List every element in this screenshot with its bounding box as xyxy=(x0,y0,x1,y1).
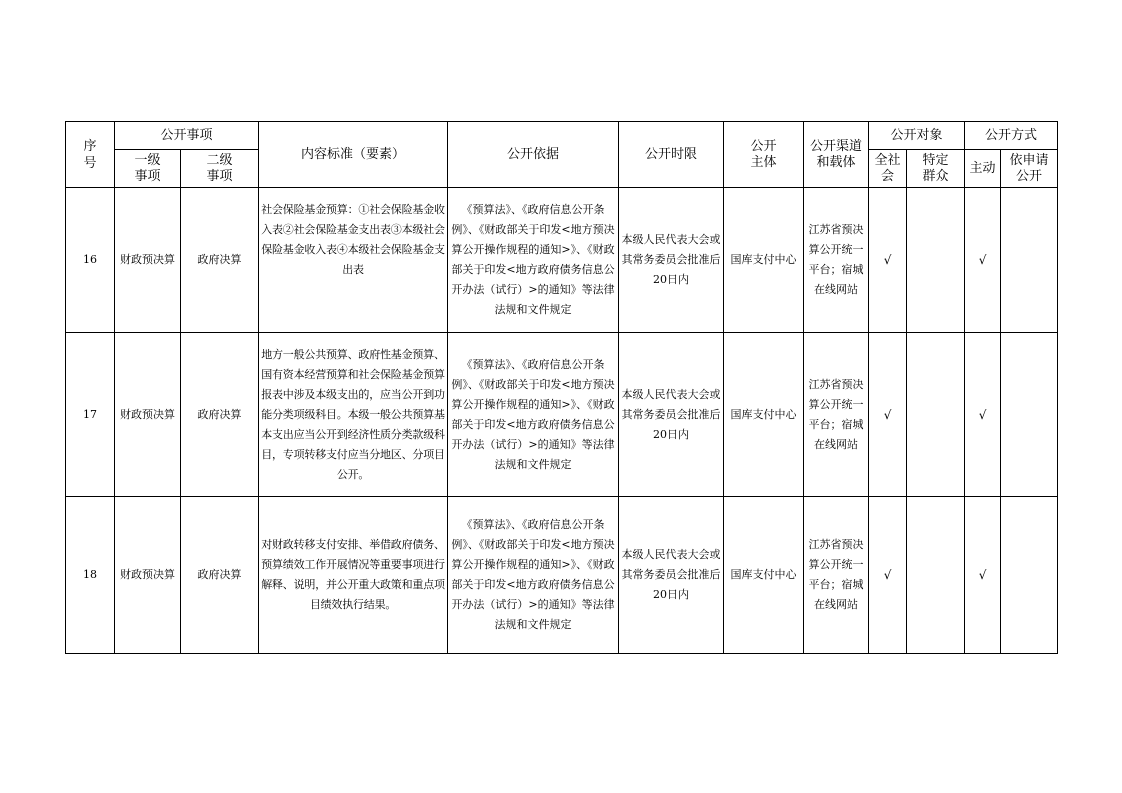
cell-active-check: √ xyxy=(965,188,1001,333)
table-row xyxy=(66,497,1058,654)
header-on-request-label: 依申请公开 xyxy=(1009,152,1049,184)
header-specific-groups-label: 特定群众 xyxy=(922,152,949,184)
cell-time-limit: 本级人民代表大会或其常务委员会批准后20日内 xyxy=(619,497,724,654)
header-seq xyxy=(66,122,115,188)
cell-specific-groups xyxy=(907,333,965,497)
cell-on-request xyxy=(1001,333,1058,497)
cell-whole-society-check: √ xyxy=(869,497,907,654)
cell-basis: 《预算法》、《政府信息公开条例》、《财政部关于印发<地方预决算公开操作规程的通知>》、《财政部关于印发<地方政府债务信息公开办法（试行）>的通知》等法律法规和文件规定 xyxy=(448,497,619,654)
table-row xyxy=(66,188,1058,333)
table-row xyxy=(66,333,1058,497)
header-items-group: 公开事项 xyxy=(115,122,259,150)
header-channel-label: 公开渠道和载体 xyxy=(810,138,863,170)
header-whole-society-label: 全社会 xyxy=(874,152,901,184)
header-whole-society xyxy=(869,150,907,188)
cell-time-limit: 本级人民代表大会或其常务委员会批准后20日内 xyxy=(619,333,724,497)
cell-on-request xyxy=(1001,188,1058,333)
header-level1-label: 一级事项 xyxy=(134,152,161,184)
header-seq-label: 序号 xyxy=(83,138,97,171)
header-active: 主动 xyxy=(965,150,1001,188)
cell-channel: 江苏省预决算公开统一平台；宿城在线网站 xyxy=(804,188,869,333)
header-level1 xyxy=(115,150,181,188)
cell-specific-groups xyxy=(907,188,965,333)
cell-content-standard: 社会保险基金预算：①社会保险基金收入表②社会保险基金支出表③本级社会保险基金收入表④本级社会保险基金支出表 xyxy=(259,188,448,333)
cell-subject: 国库支付中心 xyxy=(724,188,804,333)
cell-content-standard: 对财政转移支付安排、举借政府债务、预算绩效工作开展情况等重要事项进行解释、说明，并公开重大政策和重点项目绩效执行结果。 xyxy=(259,497,448,654)
header-basis: 公开依据 xyxy=(448,122,619,188)
cell-active-check: √ xyxy=(965,497,1001,654)
header-level2-label: 二级事项 xyxy=(206,152,233,184)
cell-seq: 18 xyxy=(66,497,115,654)
header-level2 xyxy=(181,150,259,188)
cell-channel: 江苏省预决算公开统一平台；宿城在线网站 xyxy=(804,333,869,497)
cell-active-check: √ xyxy=(965,333,1001,497)
cell-level2: 政府决算 xyxy=(181,497,259,654)
cell-level1: 财政预决算 xyxy=(115,188,181,333)
cell-level1: 财政预决算 xyxy=(115,333,181,497)
cell-time-limit: 本级人民代表大会或其常务委员会批准后20日内 xyxy=(619,188,724,333)
header-content-standard: 内容标准（要素） xyxy=(259,122,448,188)
cell-basis: 《预算法》、《政府信息公开条例》、《财政部关于印发<地方预决算公开操作规程的通知>》、《财政部关于印发<地方政府债务信息公开办法（试行）>的通知》等法律法规和文件规定 xyxy=(448,333,619,497)
disclosure-table xyxy=(65,121,1058,654)
cell-subject: 国库支付中心 xyxy=(724,333,804,497)
cell-specific-groups xyxy=(907,497,965,654)
cell-basis: 《预算法》、《政府信息公开条例》、《财政部关于印发<地方预决算公开操作规程的通知>》、《财政部关于印发<地方政府债务信息公开办法（试行）>的通知》等法律法规和文件规定 xyxy=(448,188,619,333)
header-method-group: 公开方式 xyxy=(965,122,1058,150)
cell-whole-society-check: √ xyxy=(869,333,907,497)
cell-level2: 政府决算 xyxy=(181,188,259,333)
header-subject xyxy=(724,122,804,188)
header-on-request xyxy=(1001,150,1058,188)
header-channel xyxy=(804,122,869,188)
cell-whole-society-check: √ xyxy=(869,188,907,333)
cell-subject: 国库支付中心 xyxy=(724,497,804,654)
cell-seq: 16 xyxy=(66,188,115,333)
cell-channel: 江苏省预决算公开统一平台；宿城在线网站 xyxy=(804,497,869,654)
cell-level1: 财政预决算 xyxy=(115,497,181,654)
cell-content-standard: 地方一般公共预算、政府性基金预算、国有资本经营预算和社会保险基金预算报表中涉及本级支出的，应当公开到功能分类项级科目。本级一般公共预算基本支出应当公开到经济性质分类款级科目，专项转移支付应当分地区、分项目公开。 xyxy=(259,333,448,497)
cell-level2: 政府决算 xyxy=(181,333,259,497)
header-specific-groups xyxy=(907,150,965,188)
header-time-limit: 公开时限 xyxy=(619,122,724,188)
cell-on-request xyxy=(1001,497,1058,654)
header-target-group: 公开对象 xyxy=(869,122,965,150)
header-subject-label: 公开主体 xyxy=(750,138,777,170)
cell-seq: 17 xyxy=(66,333,115,497)
